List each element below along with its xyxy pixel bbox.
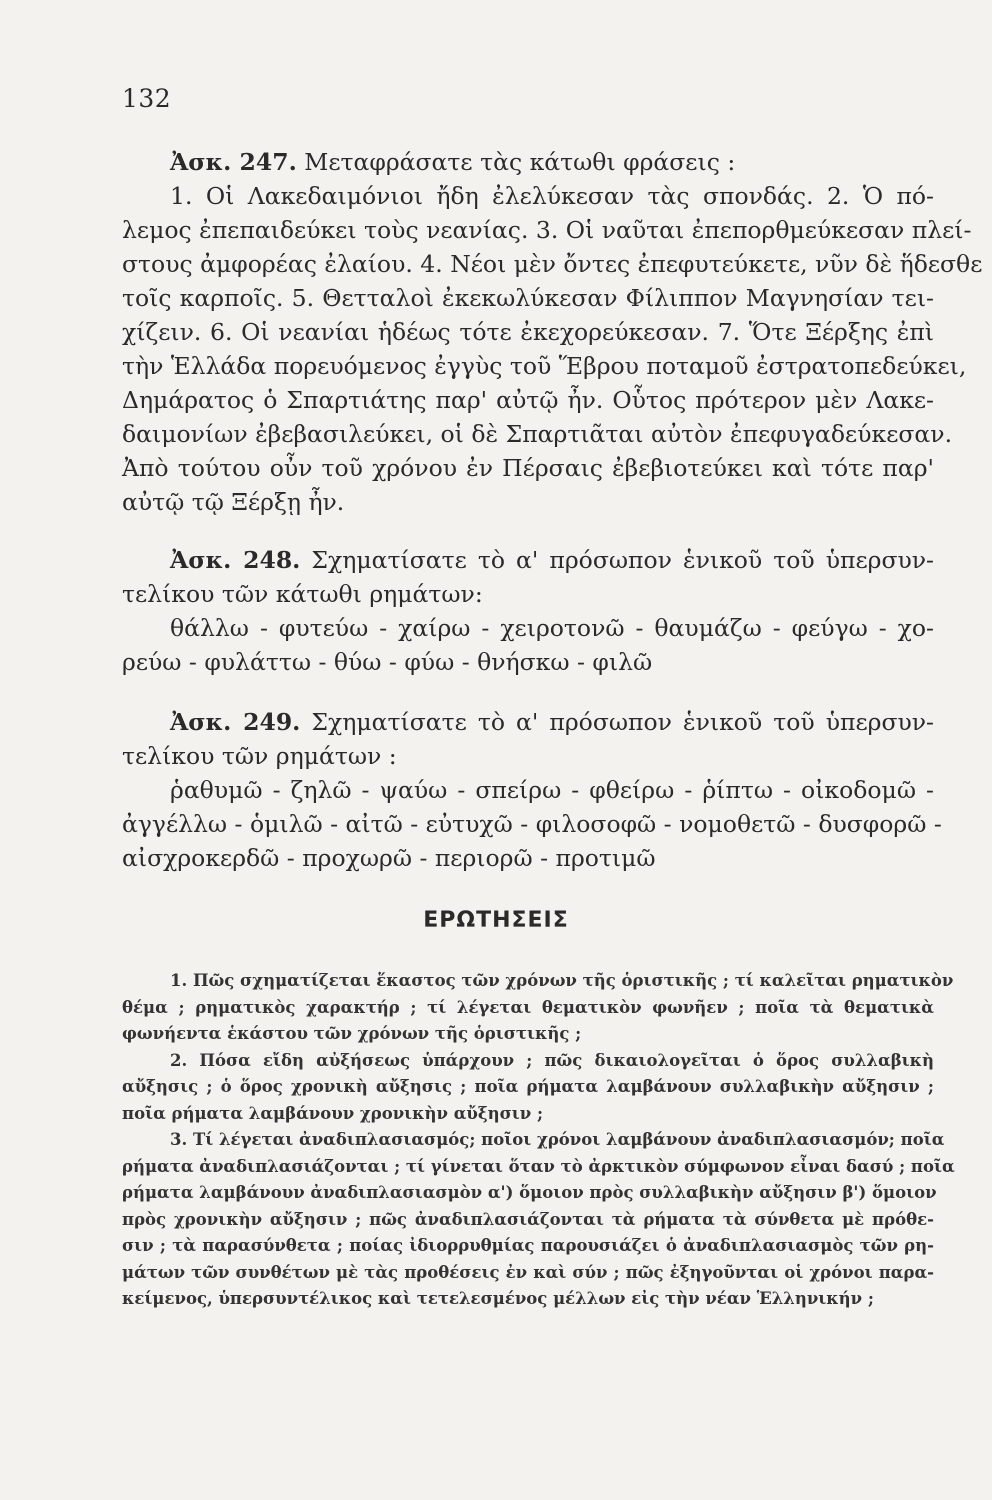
question-line: μάτων τῶν συνθέτων μὲ τὰς προθέσεις ἐν καὶ σύν ; πῶς ἐξηγοῦνται οἱ χρόνοι παρα- [122,1262,934,1282]
exercise-instruction: Σχηματίσατε τὸ α' πρόσωπον ἑνικοῦ τοῦ ὑπερσυν- [311,708,934,736]
exercise-247 [122,145,983,519]
text-line: τελίκου τῶν κάτωθι ρημάτων: [122,580,483,608]
text-line: τοῖς καρποῖς. 5. Θετταλοὶ ἐκεκωλύκεσαν Φίλιππον Μαγνησίαν τει- [122,284,934,312]
exercise-249 [122,705,942,875]
text-line: 1. Οἱ Λακεδαιμόνιοι ἤδη ἐλελύκεσαν τὰς σπονδάς. 2. Ὁ πό- [170,182,934,210]
text-line: χίζειν. 6. Οἱ νεανίαι ἡδέως τότε ἐκεχορεύκεσαν. 7. Ὅτε Ξέρξης ἐπὶ [122,318,934,346]
questions-heading: ΕΡΩΤΗΣΕΙΣ [423,908,569,933]
question-2 [122,1048,934,1128]
text-line: δαιμονίων ἐβεβασιλεύκει, οἱ δὲ Σπαρτιᾶται αὐτὸν ἐπεφυγαδεύκεσαν. [122,420,953,448]
question-line: ρήματα λαμβάνουν ἀναδιπλασιασμὸν α') ὅμοιον πρὸς συλλαβικὴν αὔξησιν β') ὅμοιον [122,1183,937,1202]
exercise-label: Ἀσκ. 248. [170,546,301,574]
question-1 [122,968,954,1048]
exercise-248-heading [122,543,934,577]
questions-list [122,968,955,1313]
verb-list-line: ρεύω - φυλάττω - θύω - φύω - θνήσκω - φιλῶ [122,648,653,676]
verb-list-line: αἰσχροκερδῶ - προχωρῶ - περιορῶ - προτιμῶ [122,844,656,872]
text-line: Ἀπὸ τούτου οὖν τοῦ χρόνου ἐν Πέρσαις ἐβεβιοτεύκει καὶ τότε παρ' [122,454,934,482]
exercise-label: Ἀσκ. 249. [170,708,301,736]
text-line: αὐτῷ τῷ Ξέρξῃ ἦν. [122,488,345,516]
question-line: σιν ; τὰ παρασύνθετα ; ποίας ἰδιορρυθμίας παρουσιάζει ὁ ἀναδιπλασιασμὸς τῶν ρη- [122,1236,934,1255]
question-line: 1. Πῶς σχηματίζεται ἕκαστος τῶν χρόνων τῆς ὁριστικῆς ; τί καλεῖται ρηματικὸν [170,971,954,990]
text-line: στους ἀμφορέας ἐλαίου. 4. Νέοι μὲν ὄντες ἐπεφυτεύκετε, νῦν δὲ ἥδεσθε [122,250,983,278]
exercise-instruction: Σχηματίσατε τὸ α' πρόσωπον ἑνικοῦ τοῦ ὑπερσυν- [311,546,934,574]
exercise-248 [122,543,934,679]
text-line: λεμος ἐπεπαιδεύκει τοὺς νεανίας. 3. Οἱ ναῦται ἐπεπορθμεύκεσαν πλεί- [122,216,972,244]
exercise-label: Ἀσκ. 247. [170,148,297,176]
question-line: ρήματα ἀναδιπλασιάζονται ; τί γίνεται ὅταν τὸ ἀρκτικὸν σύμφωνον εἶναι δασύ ; ποῖα [122,1156,955,1176]
question-line: 2. Πόσα εἴδη αὐξήσεως ὑπάρχουν ; πῶς δικαιολογεῖται ὁ ὅρος συλλαβικὴ [170,1050,934,1070]
page-number: 132 [122,84,172,113]
question-line: πρὸς χρονικὴν αὔξησιν ; πῶς ἀναδιπλασιάζονται τὰ ρήματα τὰ σύνθετα μὲ πρόθε- [122,1209,934,1229]
question-line: φωνήεντα ἑκάστου τῶν χρόνων τῆς ὁριστικῆς ; [122,1024,582,1043]
text-line: τελίκου τῶν ρημάτων : [122,742,397,770]
verb-list-line: ἀγγέλλω - ὁμιλῶ - αἰτῶ - εὐτυχῶ - φιλοσοφῶ - νομοθετῶ - δυσφορῶ - [122,810,942,838]
text-line: Δημάρατος ὁ Σπαρτιάτης παρ' αὐτῷ ἦν. Οὗτος πρότερον μὲν Λακε- [122,386,934,414]
exercise-249-heading [122,705,934,739]
verb-list-line: ῥαθυμῶ - ζηλῶ - ψαύω - σπείρω - φθείρω - ῥίπτω - οἰκοδομῶ - [170,776,934,804]
verb-list-line: θάλλω - φυτεύω - χαίρω - χειροτονῶ - θαυμάζω - φεύγω - χο- [170,614,934,642]
question-line: θέμα ; ρηματικὸς χαρακτήρ ; τί λέγεται θεματικὸν φωνῆεν ; ποῖα τὰ θεματικὰ [122,997,934,1017]
question-line: αὔξησις ; ὁ ὅρος χρονικὴ αὔξησις ; ποῖα ρήματα λαμβάνουν συλλαβικὴν αὔξησιν ; [122,1077,934,1096]
exercise-instruction: Μεταφράσατε τὰς κάτωθι φράσεις : [304,148,736,176]
question-line: ποῖα ρήματα λαμβάνουν χρονικὴν αὔξησιν ; [122,1103,544,1123]
question-line: 3. Τί λέγεται ἀναδιπλασιασμός; ποῖοι χρόνοι λαμβάνουν ἀναδιπλασιασμόν; ποῖα [170,1130,945,1149]
question-3 [122,1127,955,1313]
question-line: κείμενος, ὑπερσυντέλικος καὶ τετελεσμένος μέλλων εἰς τὴν νέαν Ἑλληνικήν ; [122,1289,874,1308]
text-line: τὴν Ἑλλάδα πορευόμενος ἐγγὺς τοῦ Ἕβρου ποταμοῦ ἐστρατοπεδεύκει, [122,352,967,380]
exercise-247-heading [122,145,934,179]
